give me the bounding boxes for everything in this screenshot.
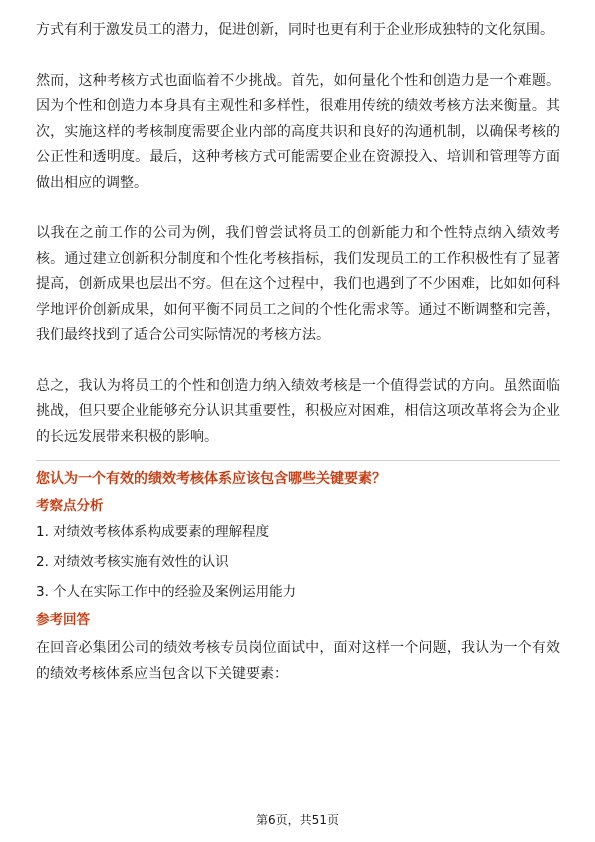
list-item: 3. 个人在实际工作中的经验及案例运用能力 [36,584,297,600]
paragraph-challenges [36,69,560,197]
page-number: 第6页，共51页 [256,813,339,827]
document-page [36,18,560,687]
interview-question: 您认为一个有效的绩效考核体系应该包含哪些关键要素？ [36,471,386,487]
list-item: 2. 对绩效考核实施有效性的认识 [36,554,229,570]
section-divider [36,460,560,461]
answer-text: 在回音必集团公司的绩效考核专员岗位面试中，面对这样一个问题，我认为一个有效的绩效考核体系应当包含以下关键要素： [36,640,560,682]
paragraph-culture [36,18,560,44]
paragraph-text: 然而，这种考核方式也面临着不少挑战。首先，如何量化个性和创造力是一个难题。因为个性和创造力本身具有主观性和多样性，很难用传统的绩效考核方法来衡量。其次，实施这样的考核制度需要企业内部的高度共识和良好的沟通机制，以确保考核的公正性和透明度。最后，这种考核方式可能需要企业在资源投入、培训和管理等方面做出相应的调整。 [36,72,560,191]
paragraph-conclusion [36,374,560,451]
answer-heading: 参考回答 [36,612,90,628]
paragraph-text: 以我在之前工作的公司为例，我们曾尝试将员工的创新能力和个性特点纳入绩效考核。通过建立创新积分制度和个性化考核指标，我们发现员工的工作积极性有了显著提高，创新成果也层出不穷。但在这个过程中，我们也遇到了不少困难，比如如何科学地评价创新成果，如何平衡不同员工之间的个性化需求等。通过不断调整和完善，我们最终找到了适合公司实际情况的考核方法。 [36,225,560,343]
list-item: 1. 对绩效考核体系构成要素的理解程度 [36,524,270,540]
paragraph-text: 方式有利于激发员工的潜力，促进创新，同时也更有利于企业形成独特的文化氛围。 [36,22,554,38]
analysis-heading: 考察点分析 [36,498,104,514]
analysis-list [36,522,560,602]
paragraph-text: 总之，我认为将员工的个性和创造力纳入绩效考核是一个值得尝试的方向。虽然面临挑战，但只要企业能够充分认识其重要性，积极应对困难，相信这项改革将会为企业的长远发展带来积极的影响。 [36,377,560,445]
paragraph-example [36,221,560,349]
